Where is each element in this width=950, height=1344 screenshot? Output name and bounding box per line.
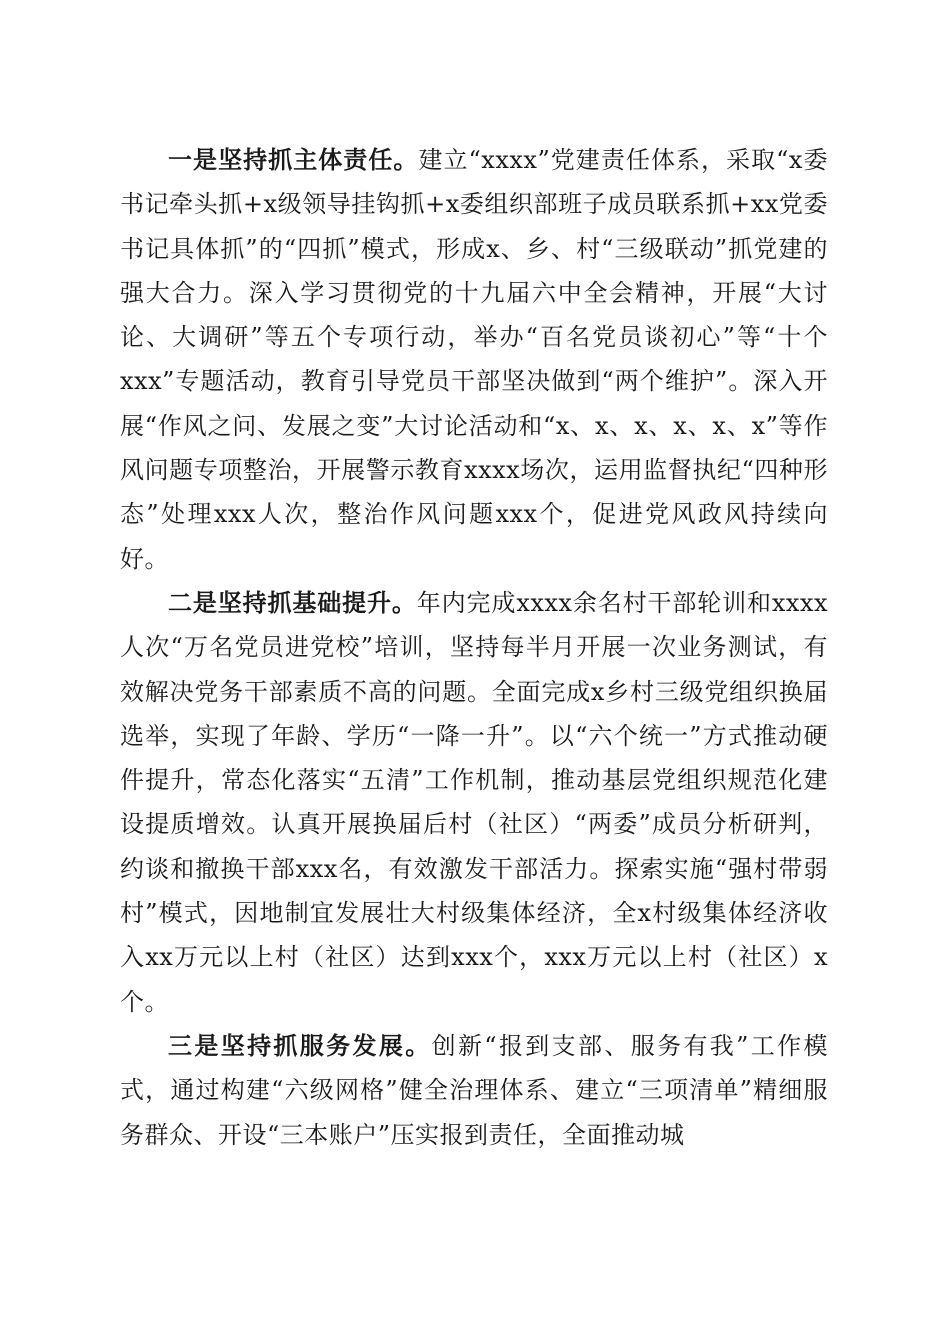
document-body [120, 138, 828, 1157]
paragraph-2-heading: 二是坚持抓基础提升。 [168, 587, 417, 617]
paragraph-1-heading: 一是坚持抓主体责任。 [168, 145, 419, 174]
paragraph-3-heading: 三是坚持抓服务发展。 [168, 1030, 432, 1060]
paragraph-3 [120, 1024, 828, 1157]
paragraph-2 [120, 581, 828, 1024]
paragraph-1-text: 建立“xxxx”党建责任体系，采取“x委书记牵头抓+x级领导挂钩抓+x委组织部班子成员联系抓+xx党委书记具体抓”的“四抓”模式，形成x、乡、村“三级联动”抓党建的强大合力。深入学习贯彻党的十九届六中全会精神，开展“大讨论、大调研”等五个专项行动，举办“百名党员谈初心”等“十个xxx”专题活动，教育引导党员干部坚决做到“两个维护”。深入开展“作风之问、发展之变”大讨论活动和“x、x、x、x、x、x”等作风问题专项整治，开展警示教育xxxx场次，运用监督执纪“四种形态”处理xxx人次，整治作风问题xxx个，促进党风政风持续向好。 [120, 146, 829, 573]
paragraph-2-text: 年内完成xxxx余名村干部轮训和xxxx人次“万名党员进党校”培训，坚持每半月开展一次业务测试，有效解决党务干部素质不高的问题。全面完成x乡村三级党组织换届选举，实现了年龄、学历“一降一升”。以“六个统一”方式推动硬件提升，常态化落实“五清”工作机制，推动基层党组织规范化建设提质增效。认真开展换届后村（社区）“两委”成员分析研判，约谈和撤换干部xxx名，有效激发干部活力。探索实施“强村带弱村”模式，因地制宜发展壮大村级集体经济，全x村级集体经济收入xx万元以上村（社区）达到xxx个，xxx万元以上村（社区）x个。 [120, 588, 829, 1016]
paragraph-1 [120, 138, 828, 581]
paragraph-3-text: 创新“报到支部、服务有我”工作模式，通过构建“六级网格”健全治理体系、建立“三项清单”精细服务群众、开设“三本账户”压实报到责任，全面推动城 [120, 1031, 829, 1149]
